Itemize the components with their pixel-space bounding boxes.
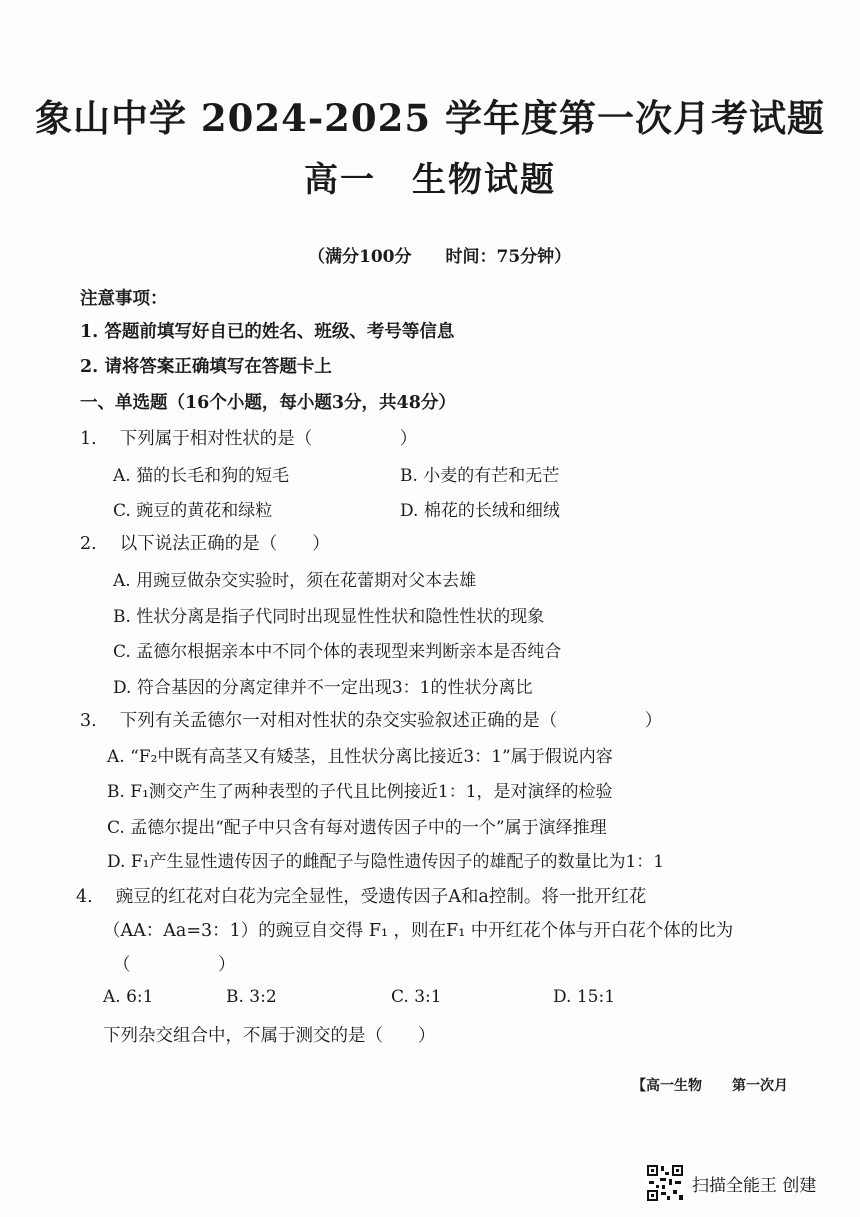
- scanner-watermark-text: 扫描全能王 创建: [692, 1175, 817, 1196]
- exam-meta: [308, 242, 571, 267]
- question-stem-5: 下列杂交组合中，不属于测交的是（ ）: [103, 1026, 436, 1046]
- grade-label: 高一: [304, 160, 376, 200]
- question-2-option-b: B. 性状分离是指子代同时出现显性性状和隐性性状的现象: [113, 607, 545, 627]
- question-2-option-c: C. 孟德尔根据亲本中不同个体的表现型来判断亲本是否纯合: [113, 642, 562, 662]
- question-stem-4-line2: （AA：Aa=3：1）的豌豆自交得 F₁ ，则在F₁ 中开红花个体与开白花个体的比为: [103, 921, 734, 941]
- question-stem-3: 3. 下列有关孟德尔一对相对性状的杂交实验叙述正确的是（ ）: [80, 711, 663, 731]
- note-item: 1. 答题前填写好自已的姓名、班级、考号等信息: [80, 322, 455, 342]
- question-stem-1: 1. 下列属于相对性状的是（ ）: [80, 429, 418, 449]
- notes-heading: 注意事项：: [80, 289, 168, 309]
- question-stem-2: 2. 以下说法正确的是（ ）: [80, 534, 330, 554]
- section-heading: 一、单选题（16个小题，每小题3分，共48分）: [80, 393, 456, 413]
- question-4-option-c: C. 3:1: [391, 987, 442, 1007]
- question-2-option-a: A. 用豌豆做杂交实验时，须在花蕾期对父本去雄: [113, 571, 477, 591]
- question-3-option-a: A. “F₂中既有高茎又有矮茎，且性状分离比接近3：1”属于假说内容: [107, 747, 613, 767]
- exam-title: 象山中学 2024-2025 学年度第一次月考试题: [34, 96, 826, 140]
- exam-subtitle: [0, 152, 860, 201]
- question-4-option-d: D. 15:1: [553, 987, 616, 1007]
- note-item: 2. 请将答案正确填写在答题卡上: [80, 357, 332, 377]
- question-1-option-a: A. 猫的长毛和狗的短毛: [113, 466, 290, 486]
- question-1-option-c: C. 豌豆的黄花和绿粒: [113, 501, 273, 521]
- qr-code-icon: [645, 1163, 685, 1203]
- question-2-option-d: D. 符合基因的分离定律并不一定出现3：1的性状分离比: [113, 678, 533, 698]
- question-4-option-a: A. 6:1: [103, 987, 154, 1007]
- question-stem-4-line3: （ ）: [113, 955, 236, 975]
- time-limit: 时间：75分钟）: [445, 247, 572, 267]
- question-3-option-b: B. F₁测交产生了两种表型的子代且比例接近1：1，是对演绎的检验: [107, 782, 613, 802]
- question-1-option-b: B. 小麦的有芒和无芒: [400, 466, 560, 486]
- question-1-option-d: D. 棉花的长绒和细绒: [400, 501, 560, 521]
- full-score: （满分100分: [308, 247, 412, 267]
- subject-label: 生物试题: [412, 160, 556, 200]
- question-stem-4: 4. 豌豆的红花对白花为完全显性，受遗传因子A和a控制。将一批开红花: [76, 887, 647, 907]
- scanner-watermark: [645, 1163, 816, 1203]
- footer-course: 【高一生物: [632, 1078, 702, 1094]
- footer-exam: 第一次月: [732, 1078, 788, 1094]
- question-3-option-d: D. F₁产生显性遗传因子的雌配子与隐性遗传因子的雄配子的数量比为1：1: [107, 852, 665, 872]
- page-footer: [632, 1075, 788, 1095]
- question-3-option-c: C. 孟德尔提出“配子中只含有每对遗传因子中的一个”属于演绎推理: [107, 818, 607, 838]
- question-4-option-b: B. 3:2: [226, 987, 277, 1007]
